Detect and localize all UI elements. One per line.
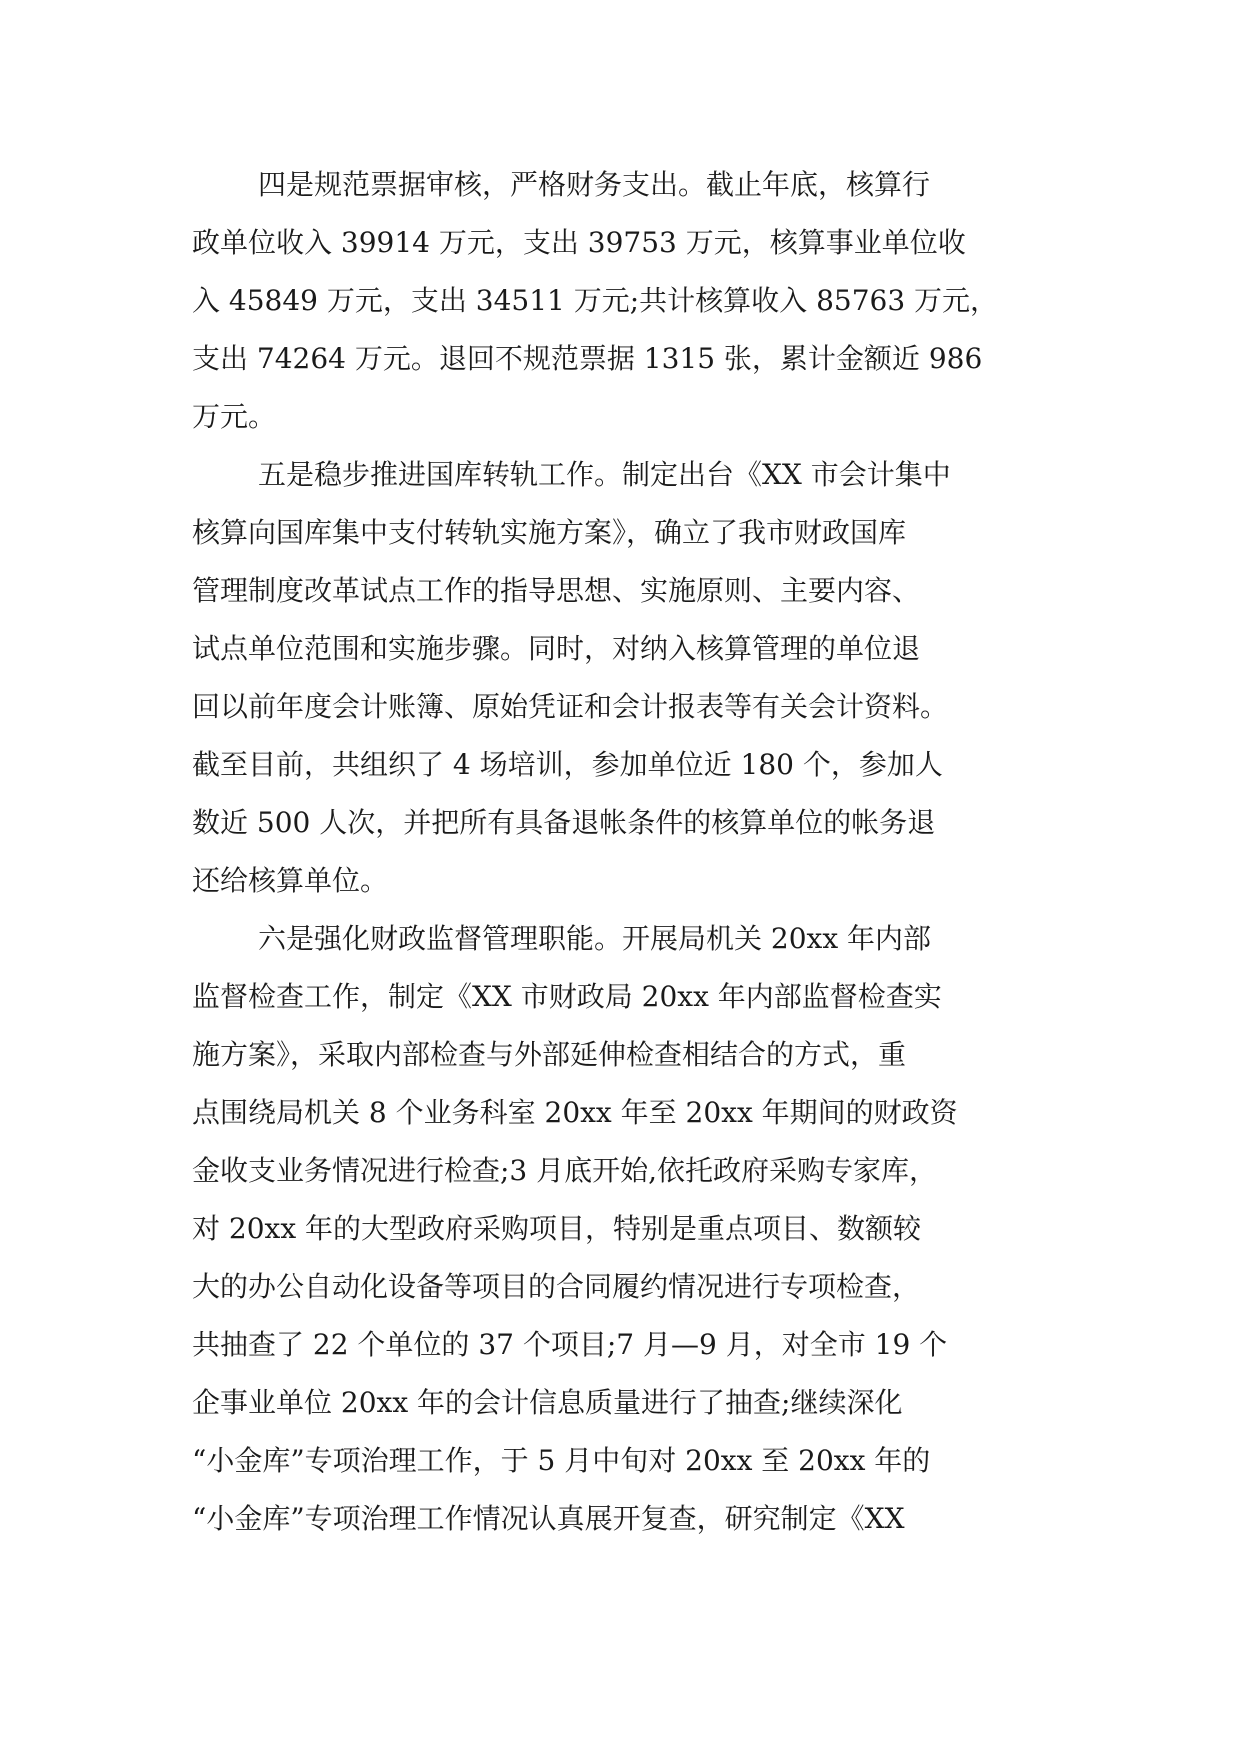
text-line: 施方案》，采取内部检查与外部延伸检查相结合的方式，重 — [192, 1038, 907, 1071]
paragraph-financial-supervision — [192, 910, 1062, 1548]
text-line: 五是稳步推进国库转轨工作。制定出台《XX 市会计集中 — [258, 458, 951, 491]
text-line: 政单位收入 39914 万元，支出 39753 万元，核算事业单位收 — [192, 226, 966, 259]
text-line: 点围绕局机关 8 个业务科室 20xx 年至 20xx 年期间的财政资 — [192, 1096, 958, 1129]
text-line: 回以前年度会计账簿、原始凭证和会计报表等有关会计资料。 — [192, 690, 949, 723]
text-line: 支出 74264 万元。退回不规范票据 1315 张，累计金额近 986 — [192, 342, 983, 375]
text-line: 管理制度改革试点工作的指导思想、实施原则、主要内容、 — [192, 574, 921, 607]
paragraph-ticket-audit — [192, 156, 1062, 446]
text-line: 截至目前，共组织了 4 场培训，参加单位近 180 个，参加人 — [192, 748, 943, 781]
text-line: 六是强化财政监督管理职能。开展局机关 20xx 年内部 — [258, 922, 932, 955]
text-line: 企事业单位 20xx 年的会计信息质量进行了抽查;继续深化 — [192, 1386, 903, 1419]
text-line: 金收支业务情况进行检查;3 月底开始,依托政府采购专家库， — [192, 1154, 938, 1187]
text-line: 对 20xx 年的大型政府采购项目，特别是重点项目、数额较 — [192, 1212, 922, 1245]
text-line: 还给核算单位。 — [192, 864, 389, 897]
text-line: 数近 500 人次，并把所有具备退帐条件的核算单位的帐务退 — [192, 806, 936, 839]
text-line: 试点单位范围和实施步骤。同时，对纳入核算管理的单位退 — [192, 632, 921, 665]
text-line: 入 45849 万元，支出 34511 万元;共计核算收入 85763 万元， — [192, 284, 999, 317]
text-line: “小金库”专项治理工作情况认真展开复查，研究制定《XX — [192, 1502, 905, 1535]
text-line: 共抽查了 22 个单位的 37 个项目;7 月—9 月，对全市 19 个 — [192, 1328, 948, 1361]
text-line: “小金库”专项治理工作，于 5 月中旬对 20xx 至 20xx 年的 — [192, 1444, 931, 1477]
text-line: 大的办公自动化设备等项目的合同履约情况进行专项检查， — [192, 1270, 921, 1303]
text-line: 核算向国库集中支付转轨实施方案》，确立了我市财政国库 — [192, 516, 907, 549]
paragraph-treasury-transition — [192, 446, 1062, 910]
text-line: 万元。 — [192, 400, 277, 433]
text-line: 四是规范票据审核，严格财务支出。截止年底，核算行 — [258, 168, 931, 201]
document-body — [192, 156, 1062, 1548]
text-line: 监督检查工作，制定《XX 市财政局 20xx 年内部监督检查实 — [192, 980, 942, 1013]
